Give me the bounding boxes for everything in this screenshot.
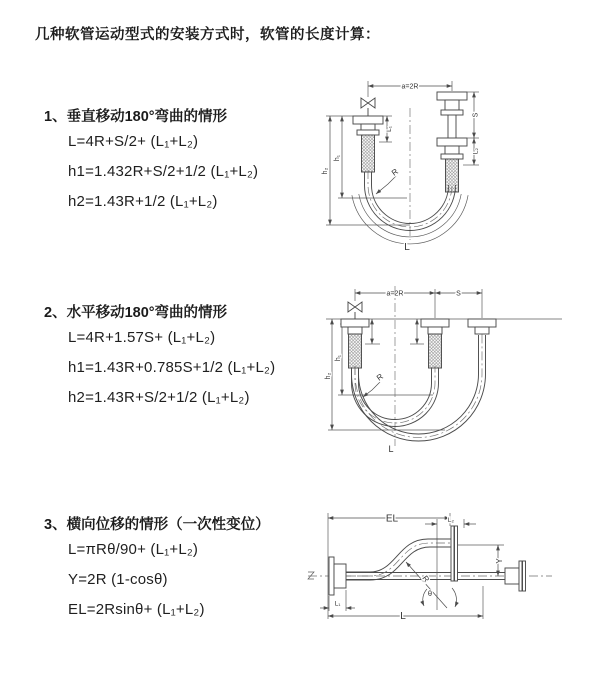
formula-line: Y=2R (1-cosθ) [68, 571, 168, 588]
dim-label-l2: L₂ [447, 517, 455, 524]
formula-line: h1=1.43R+0.785S+1/2 (L₁+L₂) [68, 359, 276, 376]
dim-label-h2: h₂ [325, 372, 332, 380]
dim-label-h2: h₂ [322, 167, 329, 175]
dim-label-l1: L₁ [386, 126, 393, 132]
flange [451, 526, 454, 581]
dim-label-l2: L₂ [472, 147, 480, 155]
valve-icon [361, 98, 375, 116]
section-heading: 2、水平移动180°弯曲的情形 [44, 305, 228, 321]
valve-icon [348, 302, 362, 319]
angle-label: θ [427, 589, 433, 598]
dim-label-span: a=2R [401, 83, 419, 91]
formula-line: h1=1.432R+S/2+1/2 (L₁+L₂) [68, 163, 259, 180]
dim-label-s: S [456, 290, 461, 298]
braided-hose-section [362, 135, 375, 172]
diagram-lateral-displacement [300, 498, 600, 653]
length-label: L [404, 242, 410, 253]
formula-line: h2=1.43R+S/2+1/2 (L₁+L₂) [68, 389, 250, 406]
page-title: 几种软管运动型式的安装方式时，软管的长度计算： [35, 27, 380, 43]
section-heading: 3、横向位移的情形（一次性变位） [44, 517, 270, 533]
formula-line: h2=1.43R+1/2 (L₁+L₂) [68, 193, 218, 210]
length-label: L [400, 611, 406, 622]
dim-label-span: a=2R [386, 290, 404, 298]
section-horizontal-180 [44, 301, 314, 411]
dim-label-s: S [472, 112, 480, 118]
dim-label-h1: h₁ [334, 154, 341, 162]
braided-hose-section [349, 334, 362, 368]
braided-hose-section [429, 334, 442, 368]
section-vertical-180 [44, 105, 314, 215]
dim-label-l1: L₁ [334, 600, 341, 608]
diagram-vertical-180-bend [300, 70, 600, 260]
radius-label: R [374, 371, 385, 383]
formula-line: L=πRθ/90+ (L₁+L₂) [68, 541, 199, 558]
section-heading: 1、垂直移动180°弯曲的情形 [44, 109, 228, 125]
radius-label: R [389, 166, 400, 178]
braided-hose-section [446, 159, 459, 192]
length-label: L [388, 444, 394, 454]
flange [329, 557, 334, 595]
dim-label-y: Y [495, 558, 504, 564]
flange [519, 561, 522, 591]
dim-label-h1: h₁ [335, 354, 342, 362]
dim-label-el: EL [385, 513, 399, 525]
formula-line: EL=2Rsinθ+ (L₁+L₂) [68, 601, 205, 618]
formula-line: L=4R+1.57S+ (L₁+L₂) [68, 329, 216, 346]
section-lateral-displacement [44, 513, 314, 623]
formula-line: L=4R+S/2+ (L₁+L₂) [68, 133, 199, 150]
radius-label: R [420, 573, 432, 584]
diagram-horizontal-180-bend [310, 278, 600, 463]
